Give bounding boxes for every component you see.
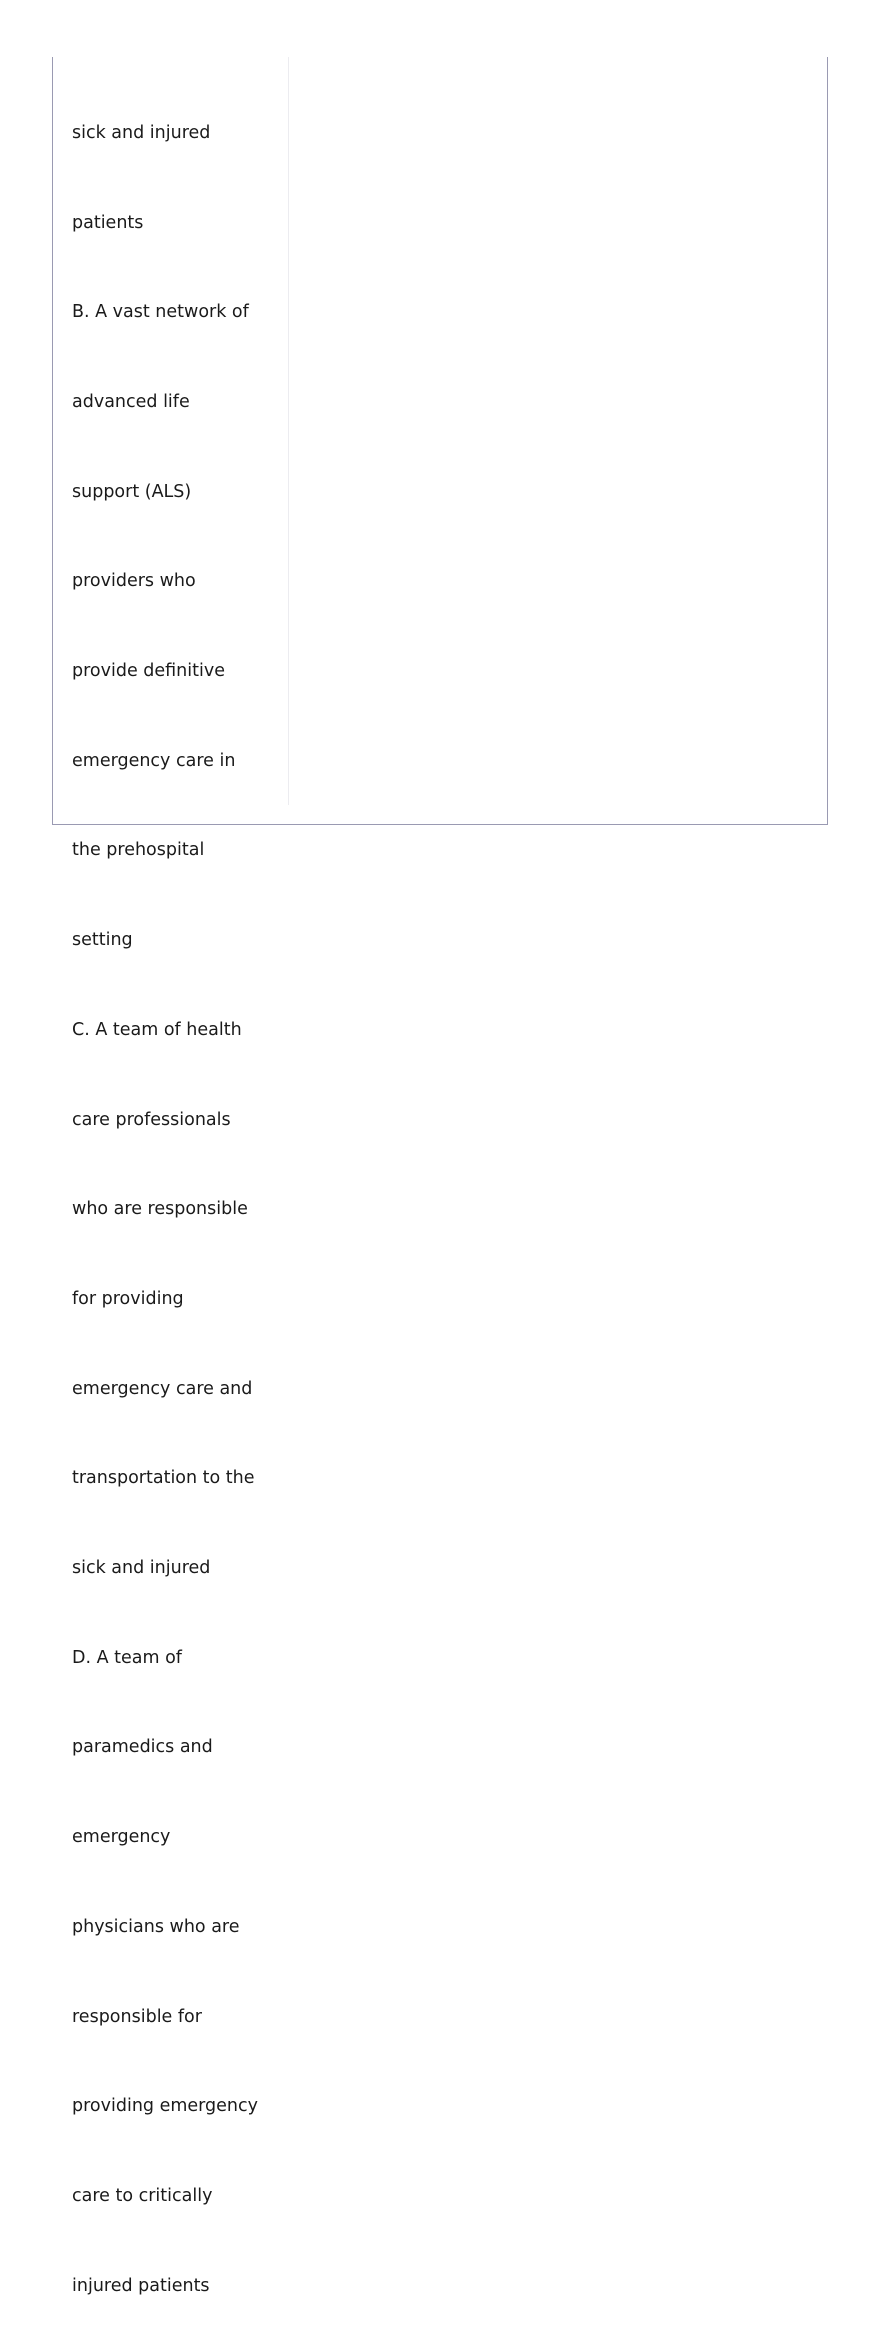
answer-text-line: patients [72,212,144,233]
answer-text-line: transportation to the [72,1468,255,1489]
answer-options-cell [72,59,272,2331]
answer-text-line: who are responsible [72,1199,248,1220]
answer-text-line: providers who [72,571,196,592]
answer-text-line: responsible for [72,2006,202,2027]
answer-text-line: sick and injured [72,1558,211,1579]
answer-text-line: care professionals [72,1109,231,1130]
answer-text-line: setting [72,930,133,951]
answer-text-line: sick and injured [72,122,211,143]
answer-text-line: providing emergency [72,2096,258,2117]
answer-text-line: the prehospital [72,840,205,861]
answer-text-line: physicians who are [72,1916,240,1937]
table-column-divider [288,57,289,805]
answer-text-line: care to critically [72,2185,213,2206]
answer-text-line: paramedics and [72,1737,213,1758]
option-c-line: C. A team of health [72,1019,242,1040]
option-d-line: D. A team of [72,1647,182,1668]
answer-text-line: for providing [72,1288,184,1309]
answer-text-line: emergency care and [72,1378,253,1399]
answer-text-line: advanced life [72,391,190,412]
option-b-line: B. A vast network of [72,302,249,323]
answer-text-line: support (ALS) [72,481,192,502]
answer-text-line: emergency [72,1827,171,1848]
answer-text-line: provide definitive [72,661,225,682]
answer-text-line: emergency care in [72,750,236,771]
answer-text-line: injured patients [72,2275,210,2296]
